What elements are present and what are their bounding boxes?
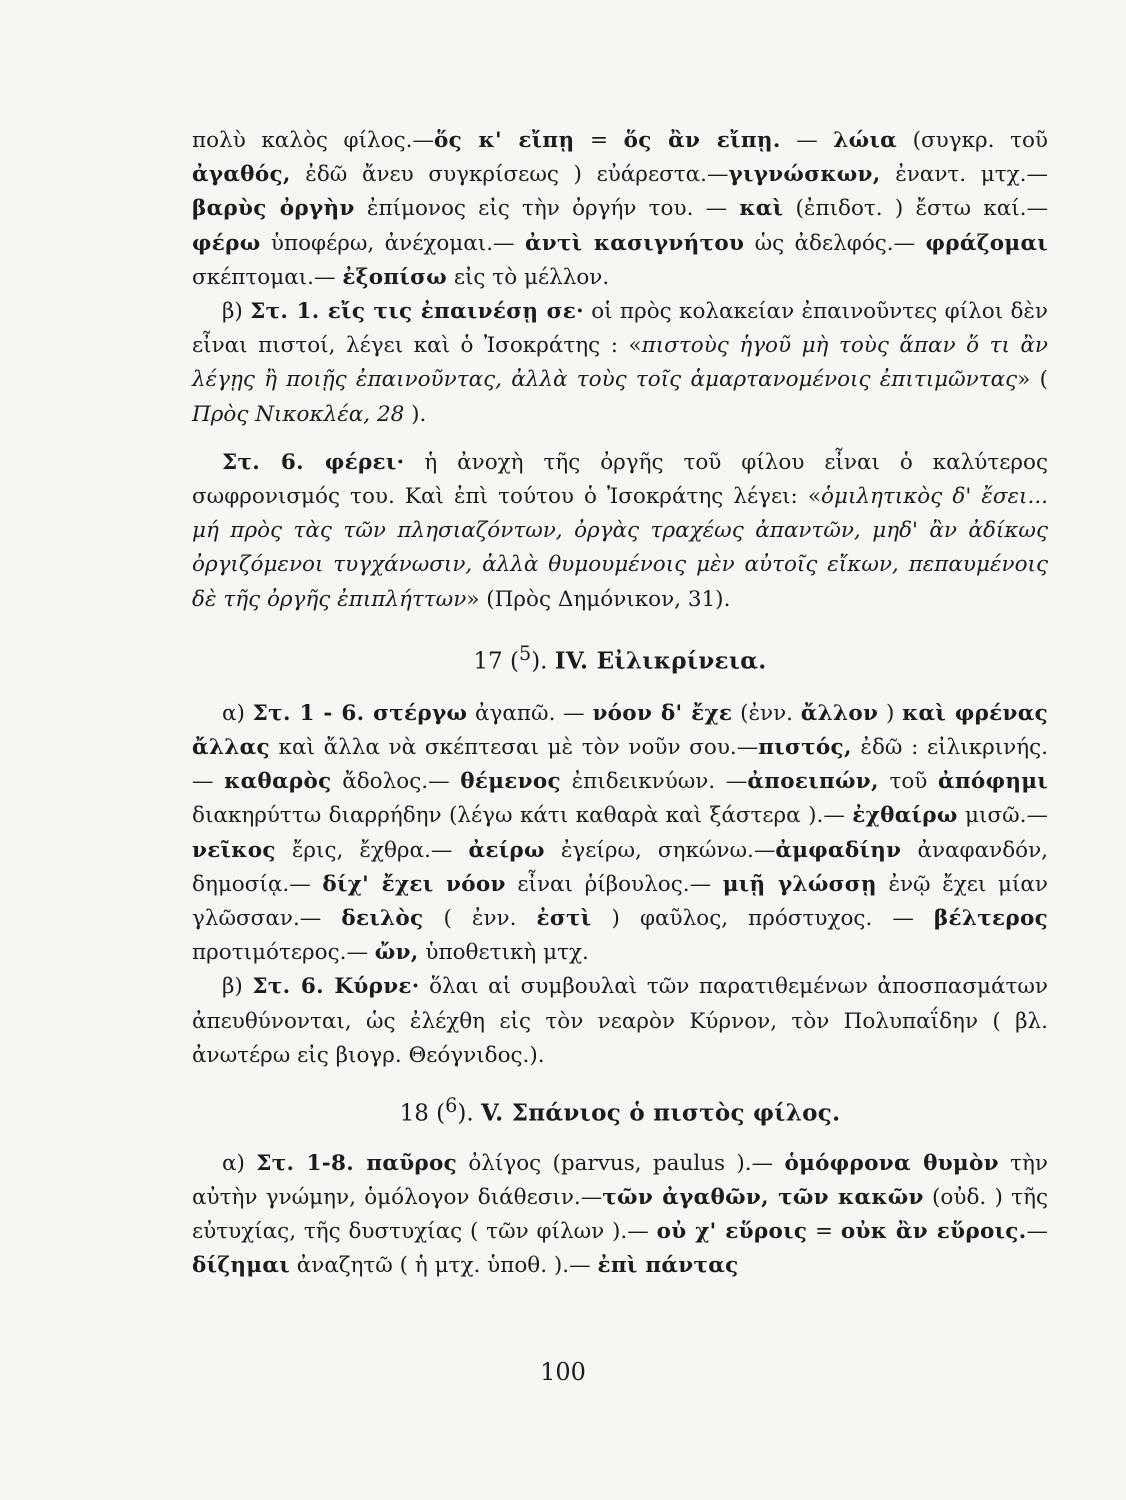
page-number: 100 (540, 1358, 586, 1386)
paragraph-alpha-iv: α) Στ. 1 - 6. στέργω ἀγαπῶ. — νόον δ' ἔχε (ἐνν. ἄλλον ) καὶ φρένας ἄλλας καὶ ἄλλα νὰ σκέπτεσαι μὲ τὸν νοῦν σου.—πιστός, ἐδῶ : εἰλικρινής. — καθαρὸς ἄδολος.— θέμενος ἐπιδεικνύων. —ἀποειπών, τοῦ ἀπόφημι διακηρύττω διαρρήδην (λέγω κάτι καθαρὰ καὶ ξάστερα ).— ἐχθαίρω μισῶ.— νεῖκος ἔρις, ἔχθρα.— ἀείρω ἐγείρω, σηκώνω.—ἀμφαδίην ἀναφανδόν, δημοσίᾳ.— δίχ' ἔχει νόον εἶναι ῥίβουλος.— μιῇ γλώσσῃ ἐνῷ ἔχει μίαν γλῶσσαν.— δειλὸς ( ἐνν. ἐστὶ ) φαῦλος, πρόστυχος. — βέλτερος προτιμότερος.— ὤν, ὑποθετικὴ μτχ. (192, 700, 1049, 966)
main-text (192, 124, 1048, 1284)
paragraph-beta-kyrnos: β) Στ. 6. Κύρνε· ὅλαι αἱ συμβουλαὶ τῶν παρατιθεμένων ἀποσπασμάτων ἀπευθύνονται, ὡς ἐλέχθη εἰς τὸν νεαρὸν Κύρνον, τὸν Πολυπαΐδην ( βλ. ἀνωτέρω εἰς βιογρ. Θεόγνιδος.). (192, 974, 1049, 1068)
paragraph-alpha-v: α) Στ. 1-8. παῦρος ὀλίγος (parvus, paulus ).— ὁμόφρονα θυμὸν τὴν αὐτὴν γνώμην, ὁμόλογον διάθεσιν.—τῶν ἀγαθῶν, τῶν κακῶν (οὐδ. ) τῆς εὐτυχίας, τῆς δυστυχίας ( τῶν φίλων ).— οὐ χ' εὕροις = οὐκ ἂν εὕροις.— δίζημαι ἀναζητῶ ( ἡ μτχ. ὑποθ. ).— ἐπὶ πάντας (192, 1150, 1048, 1279)
paragraph-beta-isocrates: β) Στ. 1. εἴς τις ἐπαινέσῃ σε· οἱ πρὸς κολακείαν ἐπαινοῦντες φίλοι δὲν εἶναι πιστοί, λέγει καὶ ὁ Ἰσοκράτης : «πιστοὺς ἡγοῦ μὴ τοὺς ἅπαν ὅ τι ἂν λέγῃς ἢ ποιῇς ἐπαινοῦντας, ἀλλὰ τοὺς τοῖς ἁμαρτανομένοις ἐπιτιμῶντας» ( Πρὸς Νικοκλέα, 28 ). (192, 299, 1048, 427)
paragraph-line-6: Στ. 6. φέρει· ἡ ἀνοχὴ τῆς ὀργῆς τοῦ φίλου εἶναι ὁ καλύτερος σωφρονισμός του. Καὶ ἐπὶ τούτου ὁ Ἰσοκράτης λέγει: «ὁμιλητικὸς δ' ἔσει... μή πρὸς τὰς τῶν πλησιαζόντων, ὀργὰς τραχέως ἀπαντῶν, μηδ' ἂν ἀδίκως ὀργιζόμενοι τυγχάνωσιν, ἀλλὰ θυμουμένοις μὲν αὐτοῖς εἴκων, πεπαυμένοις δὲ τῆς ὀργῆς ἐπιπλήττων» (Πρὸς Δημόνικον, 31). (192, 449, 1048, 612)
section-heading-iv: 17 ($^5$). IV. Εἰλικρίνεια. (473, 641, 767, 675)
paragraph-glossary-1: πολὺ καλὸς φίλος.—ὅς κ' εἴπῃ = ὅς ἂν εἴπῃ. — λώια (συγκρ. τοῦ ἀγαθός, ἐδῶ ἄνευ συγκρίσεως ) εὐάρεστα.—γιγνώσκων, ἐναντ. μτχ.— βαρὺς ὀργὴν ἐπίμονος εἰς τὴν ὀργήν του. — καὶ (ἐπιδοτ. ) ἔστω καί.— φέρω ὑποφέρω, ἀνέχομαι.— ἀντὶ κασιγνήτου ὡς ἀδελφός.— φράζομαι σκέπτομαι.— ἐξοπίσω εἰς τὸ μέλλον. (192, 128, 1049, 290)
section-heading-v: 18 ($^6$). V. Σπάνιος ὁ πιστὸς φίλος. (399, 1093, 841, 1127)
